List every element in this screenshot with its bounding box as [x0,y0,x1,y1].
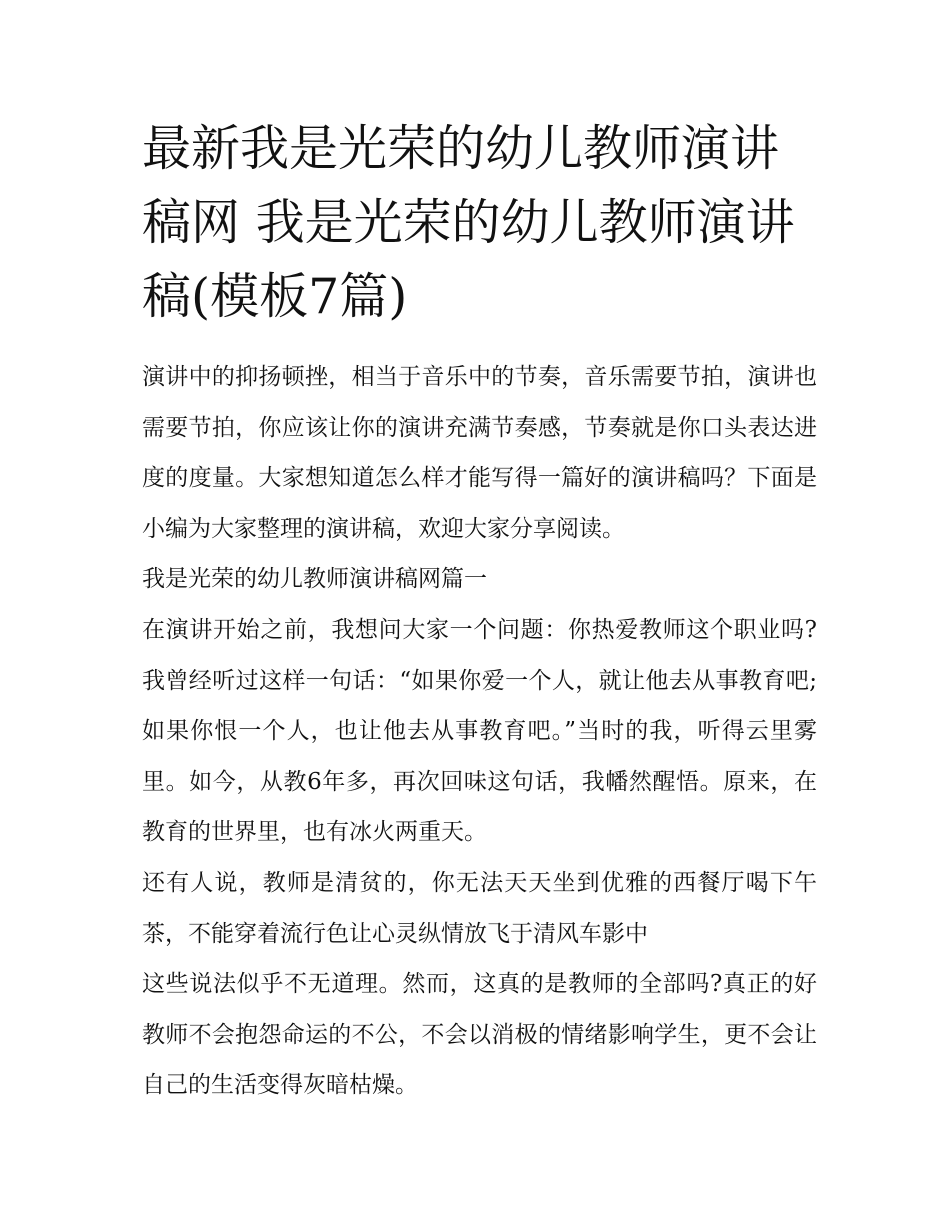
section-heading: 我是光荣的幼儿教师演讲稿网篇一 [142,566,487,593]
paragraph: 这些说法似乎不无道理。然而，这真的是教师的全部吗?真正的好教师不会抱怨命运的不公，不会以消极的情绪影响学生，更不会让自己的生活变得灰暗枯燥。 [142,971,817,1099]
document-title: 最新我是光荣的幼儿教师演讲稿网 我是光荣的幼儿教师演讲稿(模板7篇) [142,120,795,325]
paragraph: 还有人说，教师是清贫的，你无法天天坐到优雅的西餐厅喝下午茶，不能穿着流行色让心灵纵情放飞于清风车影中 [142,869,817,947]
paragraph-intro: 演讲中的抑扬顿挫，相当于音乐中的节奏，音乐需要节拍，演讲也需要节拍，你应该让你的演讲充满节奏感，节奏就是你口头表达进度的度量。大家想知道怎么样才能写得一篇好的演讲稿吗？下面是小编为大家整理的演讲稿，欢迎大家分享阅读。 [142,364,817,542]
paragraph: 在演讲开始之前，我想问大家一个问题：你热爱教师这个职业吗?我曾经听过这样一句话：“如果你爱一个人，就让他去从事教育吧;如果你恨一个人，也让他去从事教育吧。”当时的我，听得云里雾里。如今，从教6年多，再次回味这句话，我幡然醒悟。原来，在教育的世界里，也有冰火两重天。 [142,616,817,846]
document-body [142,352,817,1111]
document-page [142,112,817,1111]
